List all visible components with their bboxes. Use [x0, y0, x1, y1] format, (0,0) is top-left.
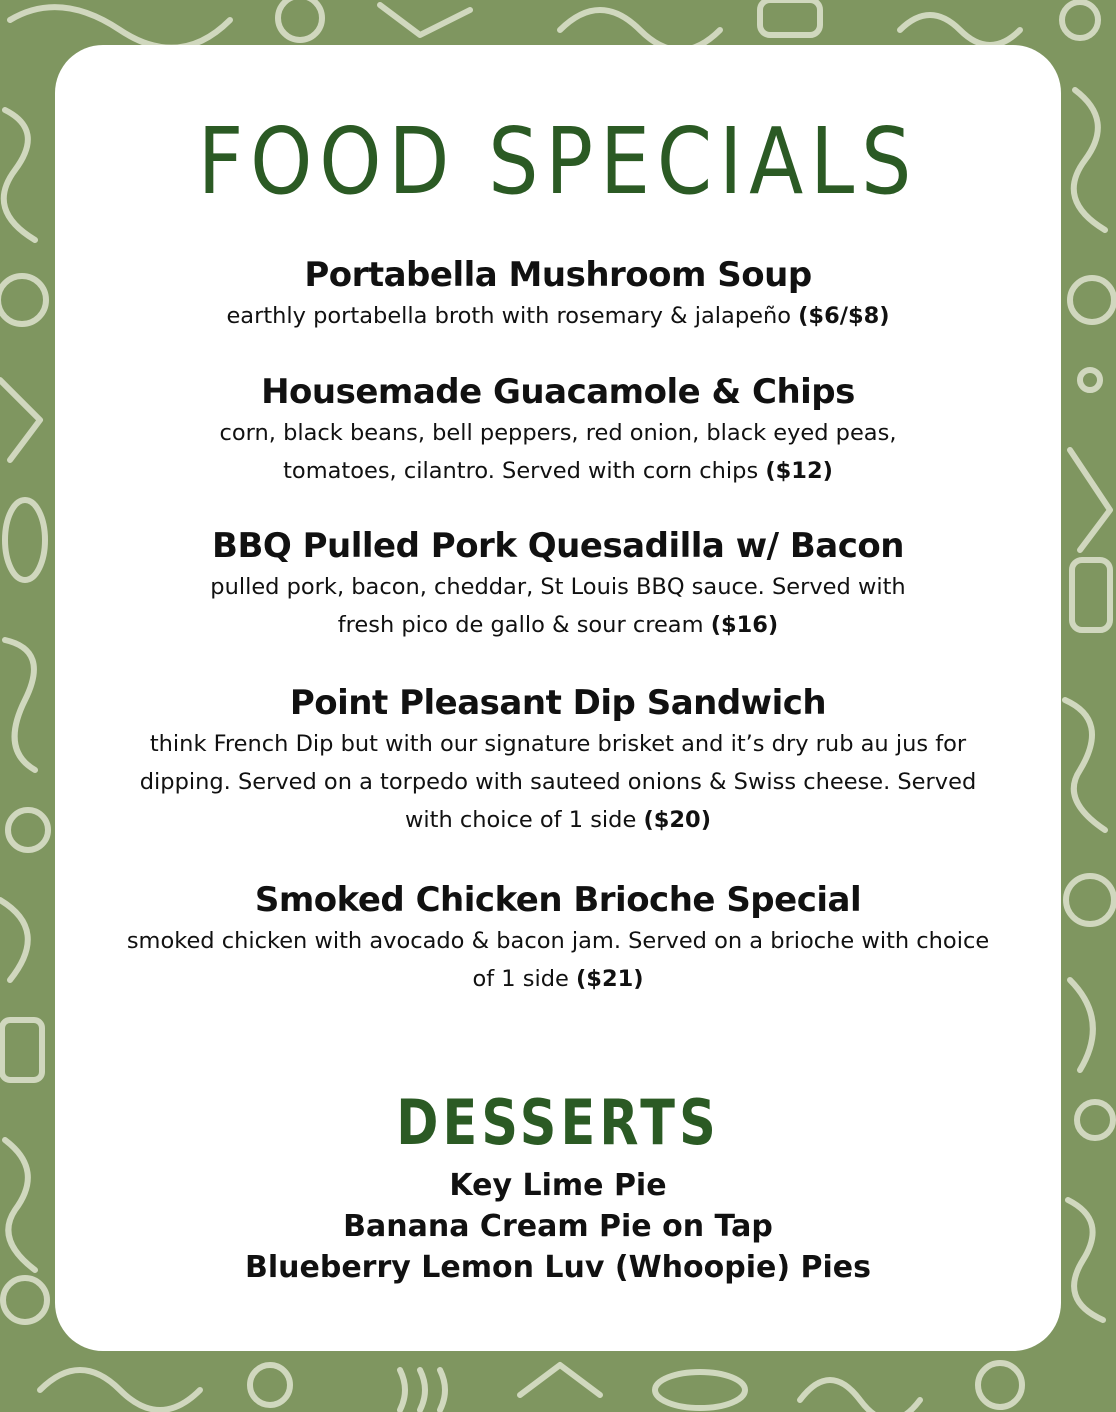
description-line: earthly portabella broth with rosemary & jalapeño	[226, 303, 791, 329]
dessert-item: Key Lime Pie	[449, 1168, 667, 1203]
description-line: pulled pork, bacon, cheddar, St Louis BBQ sauce. Served with	[210, 574, 906, 600]
description-line: think French Dip but with our signature brisket and it’s dry rub au jus for	[149, 731, 967, 757]
menu-item-name: Housemade Guacamole & Chips	[261, 372, 855, 412]
dessert-item: Blueberry Lemon Luv (Whoopie) Pies	[245, 1250, 871, 1285]
menu-item	[55, 681, 1061, 839]
description-line: smoked chicken with avocado & bacon jam. Served on a brioche with choice	[126, 928, 990, 954]
menu-item	[55, 253, 1061, 335]
menu-item-name: BBQ Pulled Pork Quesadilla w/ Bacon	[212, 526, 904, 566]
menu-item	[55, 370, 1061, 490]
menu-item-name: Smoked Chicken Brioche Special	[254, 880, 862, 920]
menu-item-description	[55, 414, 1061, 490]
menu-item-price: ($12)	[765, 458, 833, 484]
description-line: with choice of 1 side	[404, 807, 637, 833]
menu-item-description	[55, 297, 1061, 335]
menu-item-name: Point Pleasant Dip Sandwich	[289, 683, 827, 723]
dessert-item: Banana Cream Pie on Tap	[343, 1209, 773, 1244]
page-title: FOOD SPECIALS	[197, 108, 919, 215]
menu-item-price: ($16)	[710, 612, 779, 638]
desserts-title: DESSERTS	[396, 1086, 720, 1159]
menu-item-name: Portabella Mushroom Soup	[304, 255, 812, 295]
menu-item-description	[55, 568, 1061, 644]
dessert-list	[55, 1165, 1061, 1288]
menu-item	[55, 878, 1061, 998]
description-line: of 1 side	[472, 966, 569, 992]
menu-item	[55, 524, 1061, 644]
description-line: dipping. Served on a torpedo with sauteed onions & Swiss cheese. Served	[139, 769, 977, 795]
menu-item-price: ($6/$8)	[798, 303, 890, 329]
description-line: corn, black beans, bell peppers, red onion, black eyed peas,	[219, 420, 897, 446]
menu-item-price: ($21)	[576, 966, 644, 992]
menu-item-price: ($20)	[643, 807, 711, 833]
description-line: fresh pico de gallo & sour cream	[337, 612, 704, 638]
menu-item-description	[55, 725, 1061, 839]
menu-item-description	[55, 922, 1061, 998]
menu-card	[55, 45, 1061, 1351]
description-line: tomatoes, cilantro. Served with corn chips	[283, 458, 759, 484]
